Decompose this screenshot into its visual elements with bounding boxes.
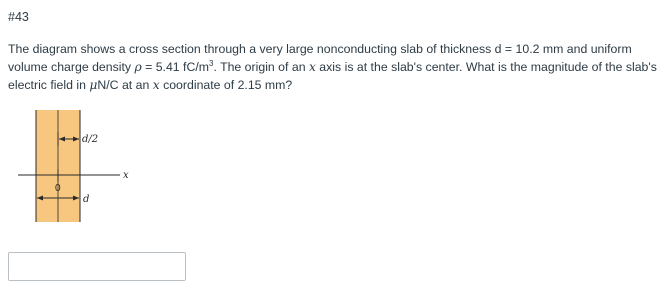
question-text-part3: . The origin of an: [213, 60, 309, 74]
question-number: #43: [8, 10, 29, 24]
rho-symbol: ρ: [134, 60, 142, 74]
question-text-part6: coordinate of 2.15 mm?: [159, 78, 293, 92]
slab-diagram: [16, 106, 146, 226]
question-text: [8, 40, 658, 94]
cube-exponent: 3: [209, 58, 214, 68]
question-text-part2: = 5.41 fC/m: [141, 60, 210, 74]
question-text-part1: The diagram shows a cross section through a very large nonconducting slab of thickness d = 10.2 mm and uniform volume charge density: [8, 42, 632, 74]
question-text-part5: N/C at an: [97, 78, 153, 92]
x-symbol: x: [308, 60, 316, 74]
origin-label: 0: [55, 183, 61, 194]
mu-symbol: μ: [89, 78, 98, 92]
half-width-label: d/2: [82, 134, 99, 145]
question-text-part4: axis is at the slab's center. What is the magnitude of the slab's electric field in: [8, 60, 657, 92]
answer-input[interactable]: [8, 252, 186, 281]
full-width-label: d: [83, 194, 90, 205]
axis-label: x: [123, 170, 129, 181]
x-symbol-2: x: [152, 78, 160, 92]
